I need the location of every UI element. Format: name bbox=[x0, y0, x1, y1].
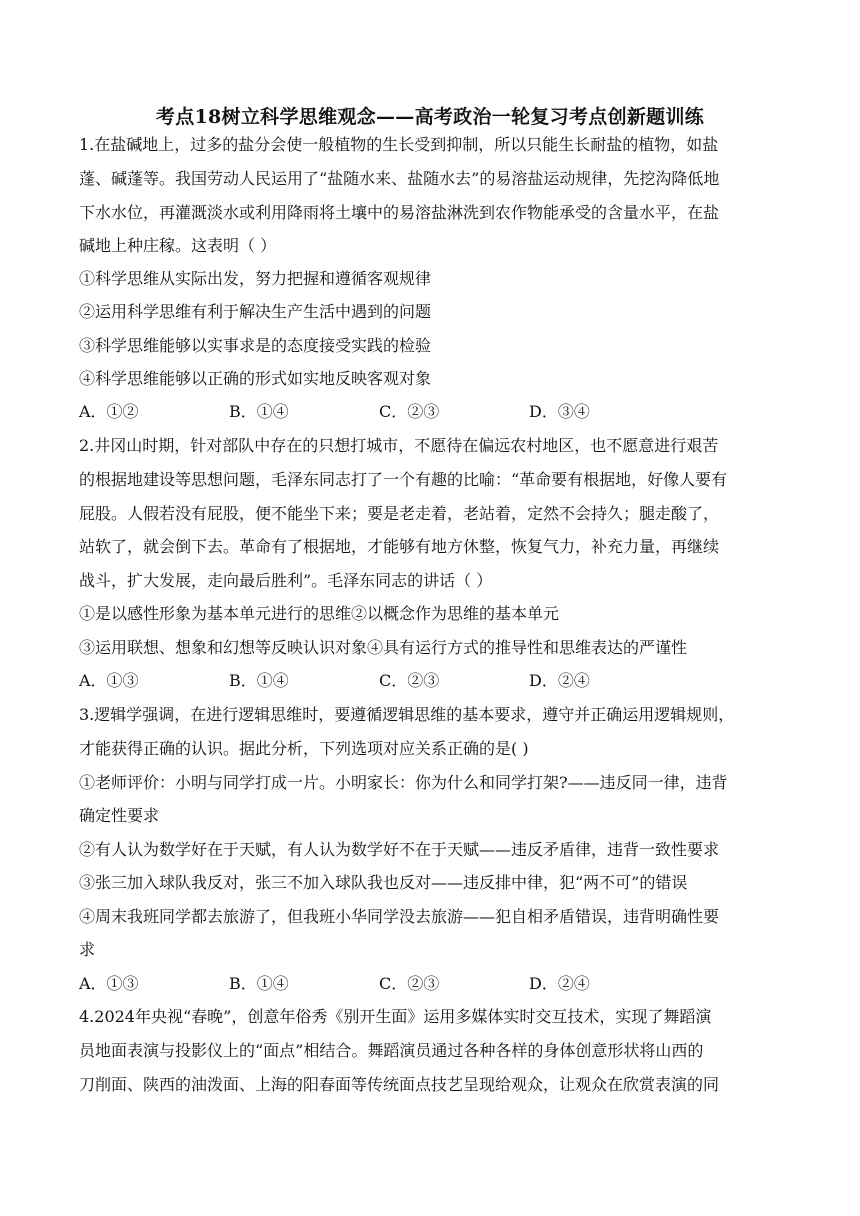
question-1-option-d: D．③④ bbox=[529, 402, 590, 421]
question-1-line-2: 蓬、碱蓬等。我国劳动人民运用了“盐随水来、盐随水去”的易溶盐运动规律，先挖沟降低地 bbox=[79, 169, 720, 188]
question-1-statement-2: ②运用科学思维有利于解决生产生活中遇到的问题 bbox=[79, 302, 432, 321]
question-2-line-1: 2.井冈山时期，针对部队中存在的只想打城市，不愿待在偏远农村地区，也不愿意进行艰苦 bbox=[79, 436, 719, 455]
question-1-statement-3: ③科学思维能够以实事求是的态度接受实践的检验 bbox=[79, 336, 432, 355]
question-1-statement-1: ①科学思维从实际出发，努力把握和遵循客观规律 bbox=[79, 269, 432, 288]
question-4-line-2: 员地面表演与投影仪上的“面点”相结合。舞蹈演员通过各种各样的身体创意形状将山西的 bbox=[79, 1041, 704, 1060]
question-3-line-1: 3.逻辑学强调，在进行逻辑思维时，要遵循逻辑思维的基本要求，遵守并正确运用逻辑规则， bbox=[79, 705, 735, 724]
question-2-option-b: B．①④ bbox=[229, 671, 289, 690]
question-3-statement-1-cont: 确定性要求 bbox=[79, 806, 160, 825]
question-2-statement-1: ①是以感性形象为基本单元进行的思维②以概念作为思维的基本单元 bbox=[79, 604, 560, 623]
question-3-option-a: A．①③ bbox=[79, 974, 139, 993]
question-2-line-5: 战斗，扩大发展，走向最后胜利”。毛泽东同志的讲话（ ） bbox=[79, 571, 493, 590]
question-1-statement-4: ④科学思维能够以正确的形式如实地反映客观对象 bbox=[79, 369, 432, 388]
question-3-statement-4: ④周末我班同学都去旅游了，但我班小华同学没去旅游——犯自相矛盾错误，违背明确性要 bbox=[79, 907, 720, 926]
question-2-line-2: 的根据地建设等思想问题，毛泽东同志打了一个有趣的比喻：“革命要有根据地，好像人要有 bbox=[79, 470, 728, 489]
question-3-statement-1: ①老师评价：小明与同学打成一片。小明家长：你为什么和同学打架?——违反同一律，违背 bbox=[79, 773, 728, 792]
question-3-option-c: C．②③ bbox=[379, 974, 440, 993]
question-3-line-2: 才能获得正确的认识。据此分析，下列选项对应关系正确的是( ) bbox=[79, 739, 529, 758]
document-title: 考点18树立科学思维观念——高考政治一轮复习考点创新题训练 bbox=[155, 106, 705, 128]
question-1-option-b: B．①④ bbox=[229, 402, 289, 421]
question-2-option-d: D．②④ bbox=[529, 671, 590, 690]
question-3-option-b: B．①④ bbox=[229, 974, 289, 993]
question-1-line-1: 1.在盐碱地上，过多的盐分会使一般植物的生长受到抑制，所以只能生长耐盐的植物，如盐 bbox=[79, 135, 719, 154]
question-2-statement-2: ③运用联想、想象和幻想等反映认识对象④具有运行方式的推导性和思维表达的严谨性 bbox=[79, 638, 688, 657]
question-3-statement-3: ③张三加入球队我反对，张三不加入球队我也反对——违反排中律，犯“两不可”的错误 bbox=[79, 873, 688, 892]
question-4-line-1: 4.2024年央视“春晚”，创意年俗秀《别开生面》运用多媒体实时交互技术，实现了舞蹈演 bbox=[79, 1007, 712, 1026]
question-2-line-3: 屁股。人假若没有屁股，便不能坐下来；要是老走着，老站着，定然不会持久；腿走酸了， bbox=[79, 504, 720, 523]
question-2-option-a: A．①③ bbox=[79, 671, 139, 690]
question-3-statement-2: ②有人认为数学好在于天赋，有人认为数学好不在于天赋——违反矛盾律，违背一致性要求 bbox=[79, 840, 720, 859]
question-3-option-d: D．②④ bbox=[529, 974, 590, 993]
question-1-option-c: C．②③ bbox=[379, 402, 440, 421]
question-1-line-4: 碱地上种庄稼。这表明（ ） bbox=[79, 236, 277, 255]
question-1-option-a: A．①② bbox=[79, 402, 139, 421]
question-2-line-4: 站软了，就会倒下去。革命有了根据地，才能够有地方休整，恢复气力，补充力量，再继续 bbox=[79, 537, 720, 556]
question-2-option-c: C．②③ bbox=[379, 671, 440, 690]
question-1-line-3: 下水水位，再灌溉淡水或利用降雨将土壤中的易溶盐淋洗到农作物能承受的含量水平，在盐 bbox=[79, 203, 720, 222]
question-4-line-3: 刀削面、陕西的油泼面、上海的阳春面等传统面点技艺呈现给观众，让观众在欣赏表演的同 bbox=[79, 1075, 720, 1094]
question-3-statement-4-cont: 求 bbox=[79, 940, 96, 959]
